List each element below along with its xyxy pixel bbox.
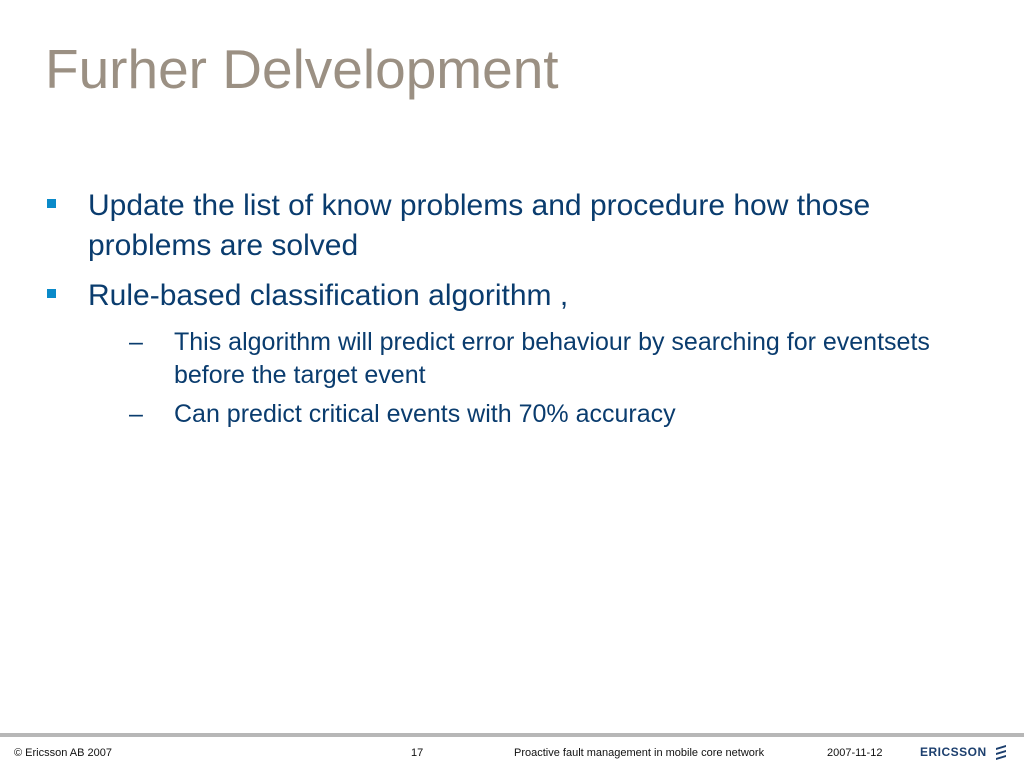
bullet-text: Update the list of know problems and procedure how those problems are solved [88, 189, 871, 262]
sub-bullet-text: This algorithm will predict error behaviour by searching for eventsets before the target event [174, 328, 930, 389]
footer-divider [0, 733, 1024, 737]
footer-copyright: © Ericsson AB 2007 [14, 747, 112, 759]
slide-title: Furher Delvelopment [45, 38, 559, 100]
bullet-item [45, 186, 945, 266]
logo-wordmark: ERICSSON [920, 745, 987, 759]
bullet-item [45, 276, 945, 316]
bullet-text: Rule-based classification algorithm , [88, 279, 569, 312]
slide-content [45, 186, 945, 437]
sub-bullet-text: Can predict critical events with 70% accuracy [174, 400, 676, 428]
sub-bullet-item [45, 326, 945, 392]
dash-bullet-icon: – [129, 400, 143, 428]
ericsson-logo [920, 744, 1009, 760]
footer-date: 2007-11-12 [827, 747, 883, 759]
sub-bullet-item [45, 398, 945, 431]
square-bullet-icon [47, 289, 56, 298]
ericsson-mark-icon [993, 744, 1009, 760]
dash-bullet-icon: – [129, 328, 143, 356]
footer-presentation-title: Proactive fault management in mobile core network [514, 747, 765, 759]
square-bullet-icon [47, 199, 56, 208]
footer-page-number: 17 [411, 747, 424, 759]
